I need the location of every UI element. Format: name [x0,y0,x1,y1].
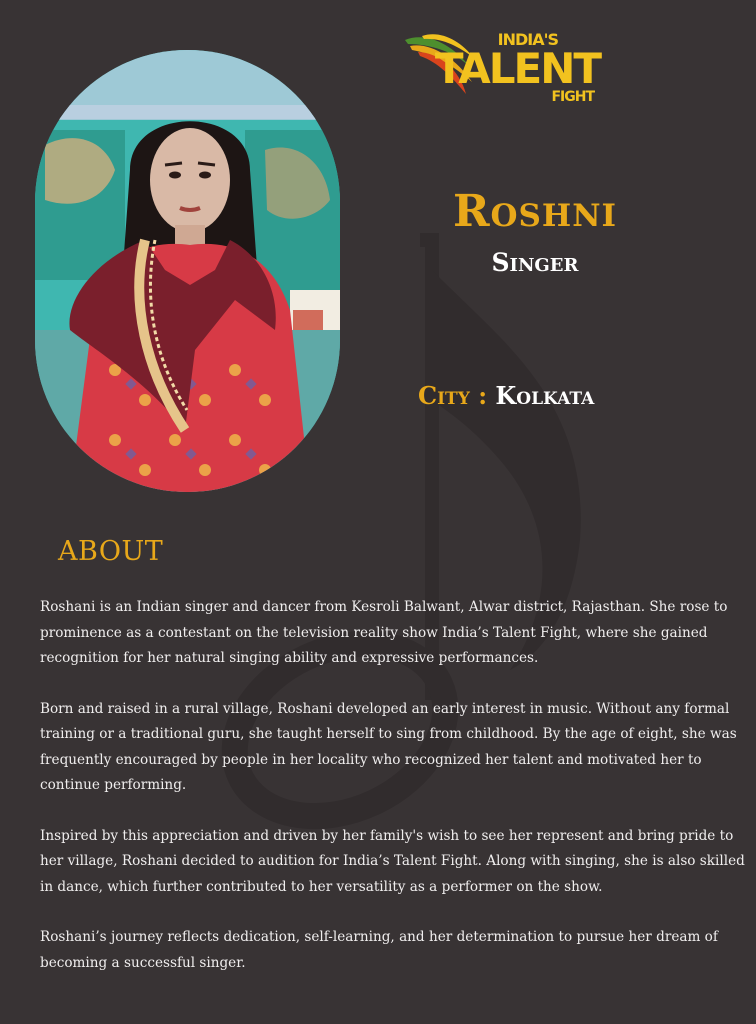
about-heading: ABOUT [58,536,164,567]
about-paragraph: Roshani is an Indian singer and dancer from Kesroli Balwant, Alwar district, Rajasthan. She rose to prominence as a contestant on the television reality show India’s Talent Fight, where she gained recognition for her natural singing ability and expressive performances. [40,599,728,666]
city-label: City : [418,381,488,410]
city-value: Kolkata [495,381,595,410]
indias-talent-fight-logo [400,22,610,112]
contestant-role: Singer [491,248,579,277]
about-body [40,595,752,1001]
city-line [418,381,595,410]
about-paragraph: Roshani’s journey reflects dedication, self-learning, and her determination to pursue her dream of becoming a successful singer. [40,929,718,971]
portrait-illustration [35,50,340,492]
logo-line-indias: INDIA'S [497,30,558,49]
logo-line-fight: FIGHT [551,89,594,105]
profile-photo [35,50,340,492]
about-paragraph: Inspired by this appreciation and driven by her family's wish to see her represent and bring pride to her village, Roshani decided to audition for India’s Talent Fight. Along with singing, she is also skilled in dance, which further contributed to her versatility as a performer on the show. [40,827,745,895]
contestant-name: Roshni [452,186,618,237]
about-paragraph: Born and raised in a rural village, Roshani developed an early interest in music. Without any formal training or a traditional guru, she taught herself to sing from childhood. By the age of eight, she was frequently encouraged by people in her locality who recognized her talent and motivated her to continue performing. [40,700,737,793]
logo-line-talent: TALENT [434,44,600,93]
